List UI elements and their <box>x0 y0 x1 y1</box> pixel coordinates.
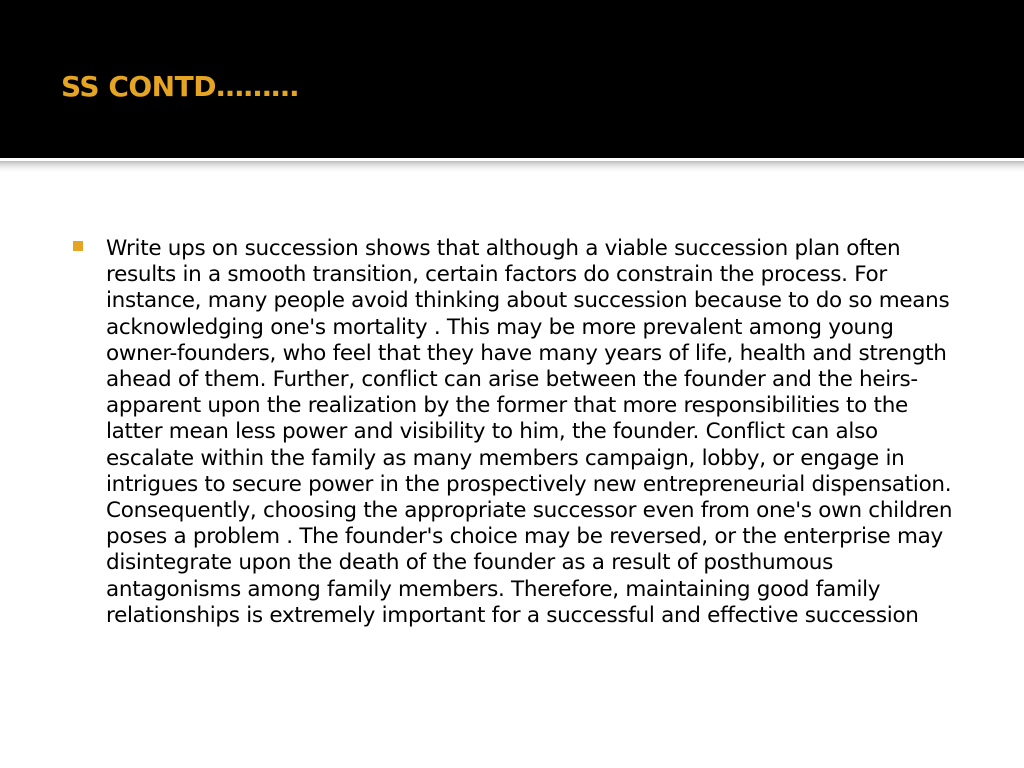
title-divider <box>0 158 1024 172</box>
slide-title: SS CONTD……… <box>61 70 299 103</box>
bullet-text: Write ups on succession shows that although a viable succession plan often results in a smooth transition, certain factors do constrain the process. For instance, many people avoid thinking about succession because to do so means acknowledging one's mortality . This may be more prevalent among young owner-founders, who feel that they have many years of life, health and strength ahead of them. Further, conflict can arise between the founder and the heirs-apparent upon the realization by the former that more responsibilities to the latter mean less power and visibility to him, the founder. Conflict can also escalate within the family as many members campaign, lobby, or engage in intrigues to secure power in the prospectively new entrepreneurial dispensation. Consequently, choosing the appropriate successor even from one's own children poses a problem . The founder's choice may be reversed, or the enterprise may disintegrate upon the death of the founder as a result of posthumous antagonisms among family members. Therefore, maintaining good family relationships is extremely important for a successful and effective succession <box>106 236 953 628</box>
square-bullet-icon <box>73 241 83 251</box>
content-area <box>70 236 970 629</box>
bullet-item <box>70 236 970 629</box>
title-bar <box>0 0 1024 158</box>
